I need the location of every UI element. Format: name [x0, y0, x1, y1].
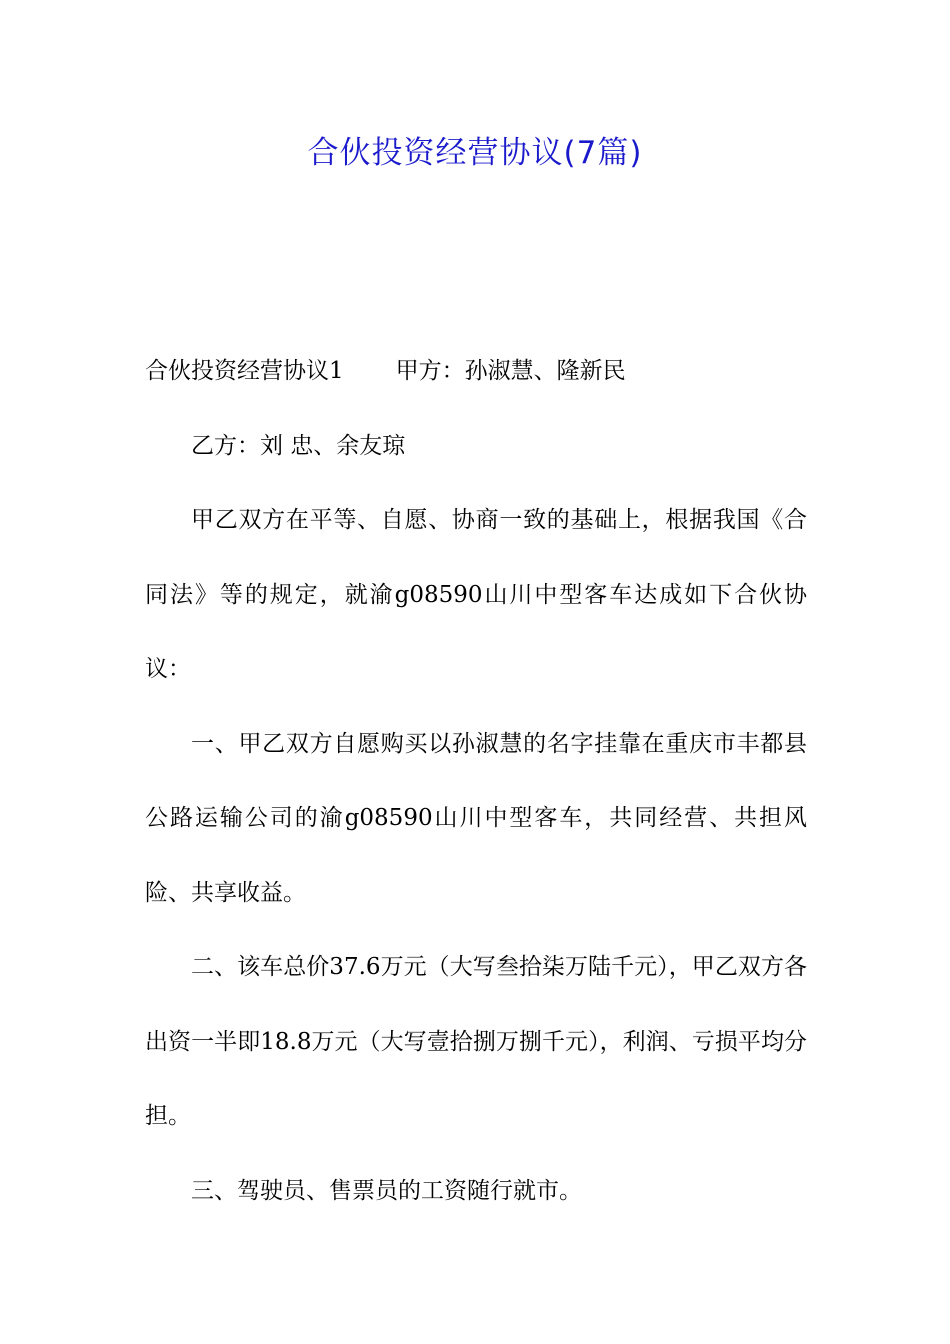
paragraph-clause-1: 一、甲乙双方自愿购买以孙淑慧的名字挂靠在重庆市丰都县公路运输公司的渝g08590山川中型客车，共同经营、共担风险、共享收益。: [145, 730, 807, 906]
paragraph-preamble: 甲乙双方在平等、自愿、协商一致的基础上，根据我国《合同法》等的规定，就渝g08590山川中型客车达成如下合伙协议：: [145, 507, 807, 682]
document-body: [145, 334, 807, 1228]
paragraph-clause-3: 三、驾驶员、售票员的工资随行就市。: [191, 1177, 582, 1204]
paragraph-heading: [145, 334, 807, 409]
party-a-line: 甲方：孙淑慧、隆新民: [395, 358, 626, 384]
party-b-line: 乙方：刘 忠、余友琼: [191, 432, 406, 459]
document-title: 合伙投资经营协议(7篇): [307, 135, 643, 171]
agreement-heading: 合伙投资经营协议1: [145, 358, 344, 384]
paragraph-clause-2: 二、该车总价37.6万元（大写叁拾柒万陆千元），甲乙双方各出资一半即18.8万元（大写壹拾捌万捌千元），利润、亏损平均分担。: [145, 954, 807, 1129]
